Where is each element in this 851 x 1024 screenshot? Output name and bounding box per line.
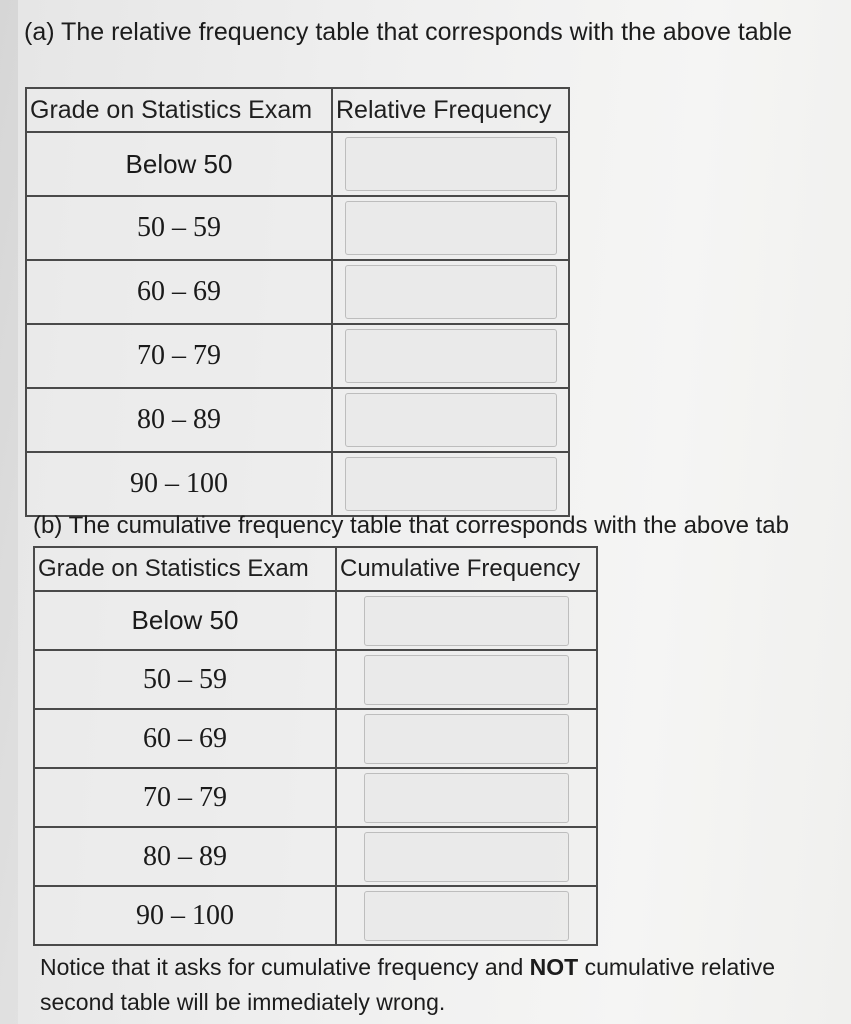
relative-frequency-input[interactable] <box>345 137 557 191</box>
relative-frequency-input[interactable] <box>345 265 557 319</box>
relative-frequency-input[interactable] <box>345 393 557 447</box>
table-row <box>34 650 597 709</box>
grade-range-cell: 80 – 89 <box>34 827 336 886</box>
grade-column-header: Grade on Statistics Exam <box>26 88 332 132</box>
grade-range-cell: 60 – 69 <box>26 260 332 324</box>
part-b-prompt: (b) The cumulative frequency table that corresponds with the above tab <box>33 512 789 539</box>
relative-frequency-column-header: Relative Frequency <box>332 88 569 132</box>
grade-range-cell: Below 50 <box>34 591 336 650</box>
answer-cell <box>336 827 597 886</box>
cumulative-frequency-input[interactable] <box>364 891 569 941</box>
answer-cell <box>336 886 597 945</box>
relative-frequency-input[interactable] <box>345 201 557 255</box>
note-text-before: Notice that it asks for cumulative frequency and <box>40 954 530 980</box>
instruction-note <box>40 950 851 1020</box>
cumulative-frequency-input[interactable] <box>364 773 569 823</box>
grade-range-cell: 90 – 100 <box>26 452 332 516</box>
relative-frequency-input[interactable] <box>345 329 557 383</box>
table-row <box>26 196 569 260</box>
grade-column-header: Grade on Statistics Exam <box>34 547 336 591</box>
grade-range-cell: 70 – 79 <box>26 324 332 388</box>
answer-cell <box>336 709 597 768</box>
table-row <box>34 591 597 650</box>
grade-range-cell: 50 – 59 <box>26 196 332 260</box>
grade-range-cell: 80 – 89 <box>26 388 332 452</box>
grade-range-cell: 50 – 59 <box>34 650 336 709</box>
grade-range-cell: 60 – 69 <box>34 709 336 768</box>
answer-cell <box>336 650 597 709</box>
answer-cell <box>332 388 569 452</box>
table-row <box>34 768 597 827</box>
note-line-2: second table will be immediately wrong. <box>40 989 446 1015</box>
note-line-1 <box>40 950 851 985</box>
cumulative-frequency-input[interactable] <box>364 596 569 646</box>
table-row <box>26 132 569 196</box>
answer-cell <box>332 452 569 516</box>
answer-cell <box>336 768 597 827</box>
relative-frequency-table <box>25 87 570 517</box>
answer-cell <box>336 591 597 650</box>
cumulative-frequency-input[interactable] <box>364 655 569 705</box>
cumulative-frequency-input[interactable] <box>364 714 569 764</box>
note-text-after: cumulative relative <box>578 954 776 980</box>
grade-range-cell: 90 – 100 <box>34 886 336 945</box>
answer-cell <box>332 132 569 196</box>
table-row <box>34 827 597 886</box>
cumulative-frequency-input[interactable] <box>364 832 569 882</box>
table-row <box>34 709 597 768</box>
grade-range-cell: 70 – 79 <box>34 768 336 827</box>
table-row <box>26 324 569 388</box>
table-row <box>26 452 569 516</box>
answer-cell <box>332 260 569 324</box>
answer-cell <box>332 324 569 388</box>
relative-frequency-input[interactable] <box>345 457 557 511</box>
table-row <box>26 260 569 324</box>
table-row <box>34 886 597 945</box>
cumulative-frequency-column-header: Cumulative Frequency <box>336 547 597 591</box>
part-a-prompt: (a) The relative frequency table that corresponds with the above table <box>24 18 793 46</box>
cumulative-frequency-table <box>33 546 598 946</box>
table-row <box>26 388 569 452</box>
note-emphasis: NOT <box>529 954 579 980</box>
answer-cell <box>332 196 569 260</box>
grade-range-cell: Below 50 <box>26 132 332 196</box>
